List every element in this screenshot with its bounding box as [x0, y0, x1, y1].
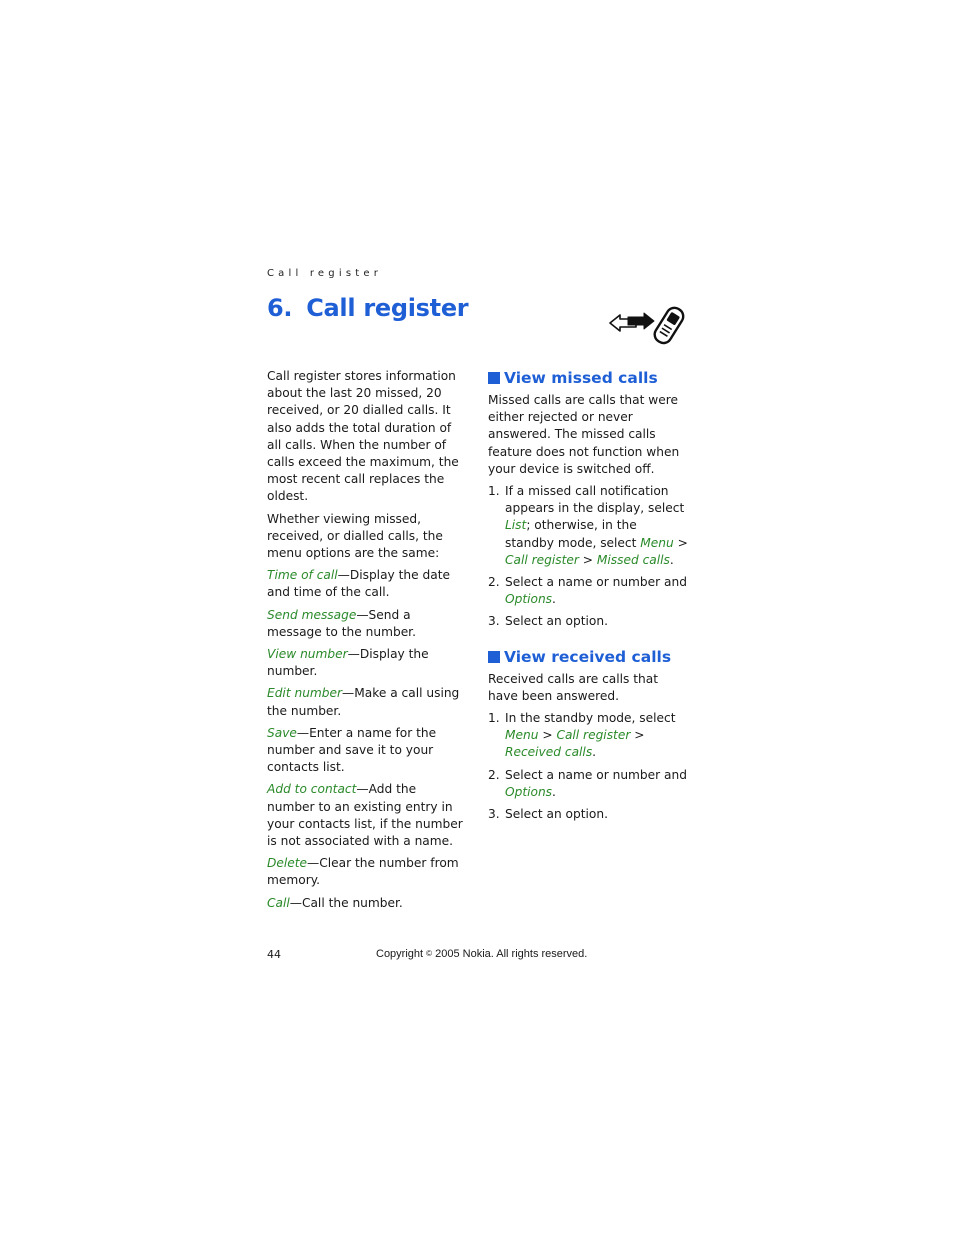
option-item: [267, 607, 467, 641]
copyright-post: 2005 Nokia. All rights reserved.: [432, 948, 588, 960]
missed-calls-heading-text: View missed calls: [504, 369, 658, 387]
option-term: Time of call: [267, 568, 338, 583]
options-intro: Whether viewing missed, received, or dialled calls, the menu options are the same:: [267, 511, 443, 561]
option-desc: —Add the number to an existing entry in your contacts list, if the number is not associated with a name.: [267, 782, 463, 849]
option-desc: —Clear the number from memory.: [267, 856, 459, 888]
step-text: Select an option.: [505, 807, 608, 822]
received-calls-heading-text: View received calls: [504, 647, 672, 666]
missed-calls-heading: [488, 368, 688, 388]
option-term: Delete: [267, 856, 308, 871]
missed-calls-term: Missed calls: [596, 552, 670, 567]
option-item: [267, 567, 467, 601]
step-text: Select a name or number and: [505, 575, 687, 590]
received-calls-steps: [488, 710, 688, 823]
options-term: Options: [505, 784, 553, 799]
missed-calls-intro: Missed calls are calls that were either rejected or never answered. The missed calls feature does not function when your device is switched off.: [488, 393, 680, 476]
option-term: Save: [267, 725, 297, 740]
option-item: [267, 646, 467, 680]
option-term: View number: [267, 647, 348, 662]
option-item: [267, 685, 467, 719]
call-register-term: Call register: [505, 552, 579, 567]
running-head: Call register: [267, 268, 383, 279]
step-item: [488, 483, 688, 569]
option-desc: —Call the number.: [289, 895, 403, 910]
call-register-term: Call register: [556, 728, 631, 743]
received-calls-section: [488, 647, 688, 824]
chapter-title-text: Call register: [306, 294, 469, 322]
chapter-number: 6.: [267, 294, 293, 322]
step-end: .: [552, 592, 556, 607]
option-item: [267, 855, 467, 889]
option-term: Call: [267, 895, 290, 910]
step-text: Select a name or number and: [505, 767, 687, 782]
option-desc: —Make a call using the number.: [267, 686, 460, 718]
step-end: .: [552, 784, 556, 799]
step-number: 1.: [488, 711, 500, 726]
step-item: [488, 710, 688, 762]
option-term: Send message: [267, 607, 357, 622]
path-separator: >: [578, 552, 597, 567]
option-item: [267, 725, 467, 777]
step-text: ; otherwise, in the standby mode, select: [505, 518, 641, 550]
received-calls-term: Received calls: [505, 745, 593, 760]
section-bullet-icon: [488, 372, 500, 384]
option-desc: —Send a message to the number.: [267, 607, 416, 639]
right-column: [488, 368, 688, 828]
copyright-pre: Copyright: [376, 948, 427, 960]
received-calls-heading: [488, 647, 688, 667]
option-item: [267, 781, 467, 850]
received-calls-intro: Received calls are calls that have been answered.: [488, 671, 658, 703]
step-end: .: [592, 745, 597, 760]
options-term: Options: [505, 592, 553, 607]
chapter-title: [267, 294, 468, 322]
step-end: .: [669, 552, 674, 567]
list-term: List: [505, 518, 527, 533]
missed-calls-steps: [488, 483, 688, 631]
page-number: 44: [267, 948, 281, 961]
step-number: 1.: [488, 484, 500, 499]
step-item: [488, 806, 688, 823]
step-number: 2.: [488, 575, 500, 590]
option-desc: —Display the date and time of the call.: [267, 568, 450, 600]
path-separator: >: [630, 728, 645, 743]
step-number: 3.: [488, 614, 500, 629]
step-text: If a missed call notification appears in the display, select: [505, 484, 685, 516]
option-item: [267, 895, 467, 912]
left-column: [267, 368, 467, 917]
step-item: [488, 574, 688, 608]
path-separator: >: [538, 728, 557, 743]
call-transfer-phone-icon: [606, 304, 688, 346]
step-item: [488, 767, 688, 801]
option-desc: —Display the number.: [267, 647, 429, 679]
menu-term: Menu: [505, 728, 539, 743]
path-separator: >: [673, 535, 688, 550]
step-number: 3.: [488, 807, 500, 822]
option-term: Edit number: [267, 686, 343, 701]
step-number: 2.: [488, 767, 500, 782]
copyright-notice: [376, 948, 587, 960]
option-term: Add to contact: [267, 782, 357, 797]
menu-term: Menu: [640, 535, 674, 550]
missed-calls-section: [488, 368, 688, 631]
intro-paragraph: Call register stores information about the last 20 missed, 20 received, or 20 dialled calls. It also adds the total duration of all calls. When the number of calls exceed the maximum, the most recent call replaces the oldest.: [267, 369, 459, 504]
option-desc: —Enter a name for the number and save it to your contacts list.: [267, 725, 437, 775]
step-item: [488, 613, 688, 630]
copyright-symbol: ©: [426, 949, 433, 958]
step-text: Select an option.: [505, 614, 608, 629]
step-text: In the standby mode, select: [505, 711, 676, 726]
section-bullet-icon: [488, 651, 500, 663]
